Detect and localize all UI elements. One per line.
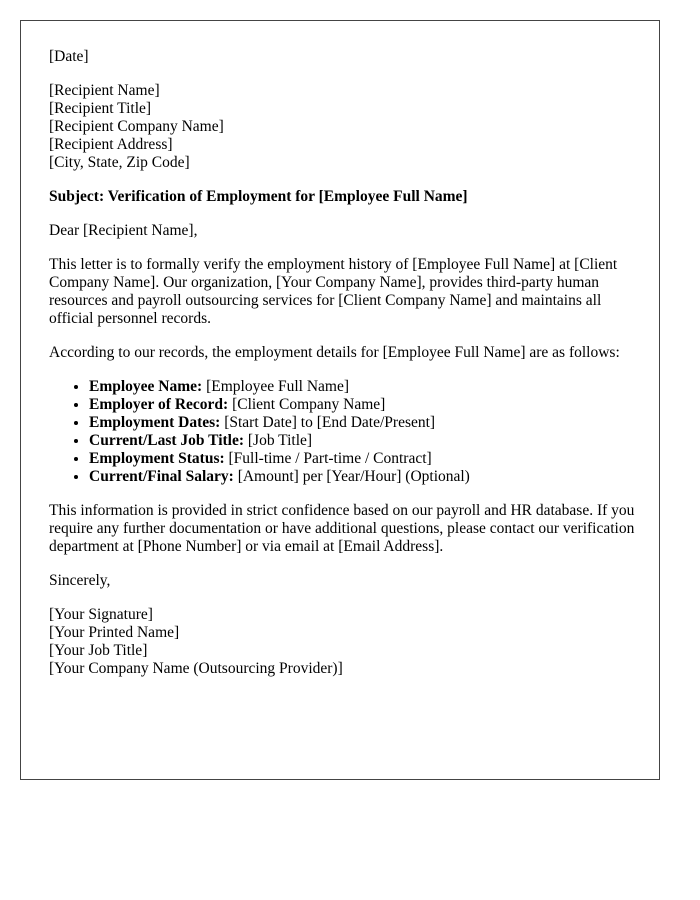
closing-paragraph: This information is provided in strict confidence based on our payroll and HR database. If you require any further documentation or have additional questions, please contact our verification department at [Phone Number] or via email at [Email Address]. bbox=[49, 502, 635, 555]
signer-job-title: [Your Job Title] bbox=[49, 642, 148, 659]
detail-label: Employer of Record: bbox=[89, 396, 229, 413]
recipient-address-block bbox=[49, 82, 639, 172]
detail-employment-status bbox=[89, 450, 639, 468]
signature-block bbox=[49, 606, 639, 678]
recipient-title: [Recipient Title] bbox=[49, 100, 152, 117]
recipient-city-state-zip: [City, State, Zip Code] bbox=[49, 154, 190, 171]
detail-value: [Job Title] bbox=[244, 432, 313, 449]
detail-label: Employee Name: bbox=[89, 378, 203, 395]
detail-value: [Start Date] to [End Date/Present] bbox=[220, 414, 436, 431]
detail-employment-dates bbox=[89, 414, 639, 432]
detail-value: [Full-time / Part-time / Contract] bbox=[224, 450, 432, 467]
detail-job-title bbox=[89, 432, 639, 450]
closing: Sincerely, bbox=[49, 572, 111, 589]
detail-employer-of-record bbox=[89, 396, 639, 414]
detail-label: Current/Final Salary: bbox=[89, 468, 234, 485]
detail-value: [Employee Full Name] bbox=[202, 378, 349, 395]
detail-label: Current/Last Job Title: bbox=[89, 432, 245, 449]
signer-company: [Your Company Name (Outsourcing Provider)] bbox=[49, 660, 343, 677]
employment-details-list bbox=[49, 378, 639, 486]
detail-salary bbox=[89, 468, 639, 486]
letter-date: [Date] bbox=[49, 48, 89, 65]
salutation: Dear [Recipient Name], bbox=[49, 222, 198, 239]
letter-page bbox=[20, 20, 660, 780]
detail-label: Employment Dates: bbox=[89, 414, 221, 431]
recipient-address: [Recipient Address] bbox=[49, 136, 173, 153]
recipient-name: [Recipient Name] bbox=[49, 82, 160, 99]
details-intro: According to our records, the employment details for [Employee Full Name] are as follows: bbox=[49, 344, 620, 361]
detail-label: Employment Status: bbox=[89, 450, 225, 467]
signature-line: [Your Signature] bbox=[49, 606, 153, 623]
detail-value: [Client Company Name] bbox=[228, 396, 386, 413]
subject-line: Subject: Verification of Employment for [Employee Full Name] bbox=[49, 188, 468, 205]
date-block bbox=[49, 48, 639, 66]
detail-value: [Amount] per [Year/Hour] (Optional) bbox=[233, 468, 470, 485]
printed-name: [Your Printed Name] bbox=[49, 624, 180, 641]
recipient-company: [Recipient Company Name] bbox=[49, 118, 224, 135]
intro-paragraph: This letter is to formally verify the employment history of [Employee Full Name] at [Client Company Name]. Our organization, [Your Company Name], provides third-party human resources and payroll outsourcing services for [Client Company Name] and maintains all official personnel records. bbox=[49, 256, 618, 327]
detail-employee-name bbox=[89, 378, 639, 396]
letter-body bbox=[49, 48, 639, 694]
